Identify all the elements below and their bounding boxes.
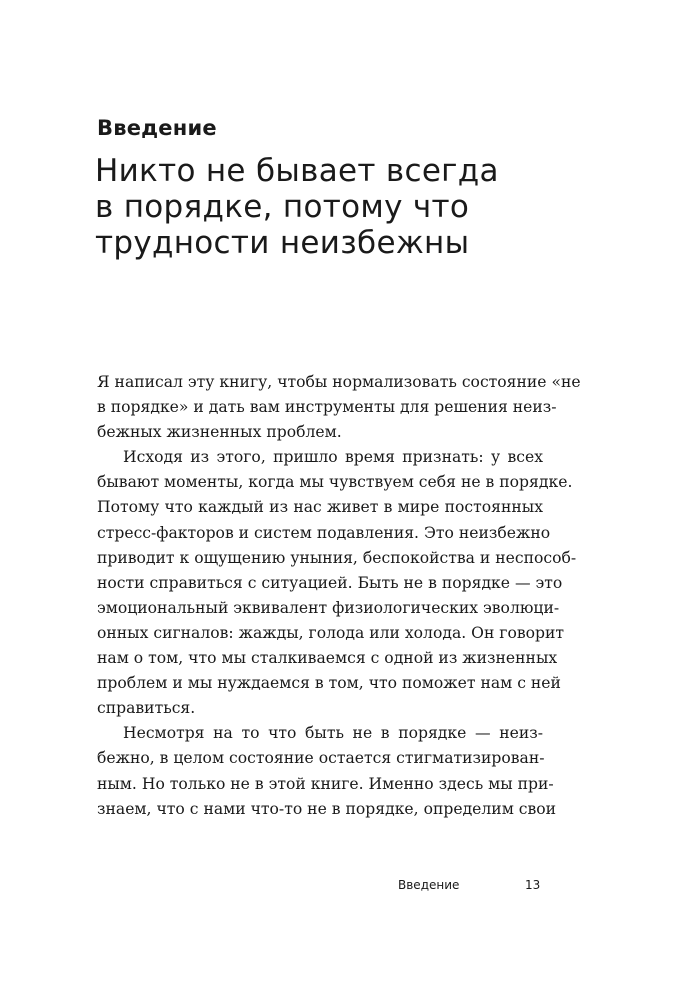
- running-head: Введение: [398, 878, 460, 892]
- text-line: Исходя из этого, пришло время признать: у всех: [123, 448, 543, 467]
- text-line: онных сигналов: жажды, голода или холода. Он говорит: [97, 623, 565, 642]
- text-line: ным. Но только не в этой книге. Именно здесь мы при-: [97, 774, 554, 793]
- text-line: бежно, в целом состояние остается стигматизирован-: [97, 749, 545, 768]
- chapter-title: [95, 153, 565, 261]
- text-line: знаем, что с нами что-то не в порядке, определим свои: [97, 799, 557, 818]
- page-number: 13: [525, 878, 541, 892]
- text-line: Потому что каждый из нас живет в мире постоянных: [97, 498, 543, 517]
- chapter-title-line: трудности неизбежны: [95, 225, 470, 261]
- chapter-title-line: в порядке, потому что: [95, 189, 470, 225]
- text-line: Я написал эту книгу, чтобы нормализовать состояние «не: [97, 373, 581, 391]
- text-line: бывают моменты, когда мы чувствуем себя не в порядке.: [97, 473, 573, 492]
- text-line: справиться.: [97, 699, 196, 718]
- text-line: проблем и мы нуждаемся в том, что поможет нам с ней: [97, 674, 561, 693]
- body-text: [97, 370, 581, 822]
- text-line: нам о том, что мы сталкиваемся с одной из жизненных: [97, 649, 558, 668]
- text-line: Несмотря на то что быть не в порядке — неиз-: [123, 724, 543, 743]
- text-line: в порядке» и дать вам инструменты для решения неиз-: [97, 398, 557, 417]
- text-line: ности справиться с ситуацией. Быть не в порядке — это: [97, 573, 563, 592]
- text-line: бежных жизненных проблем.: [97, 423, 342, 442]
- text-line: приводит к ощущению уныния, беспокойства и неспособ-: [97, 548, 577, 567]
- chapter-title-line: Никто не бывает всегда: [95, 153, 499, 189]
- text-line: стресс-факторов и систем подавления. Это неизбежно: [97, 523, 551, 542]
- chapter-label: Введение: [97, 116, 217, 140]
- text-line: эмоциональный эквивалент физиологических эволюци-: [97, 598, 560, 617]
- page-footer: [0, 875, 681, 895]
